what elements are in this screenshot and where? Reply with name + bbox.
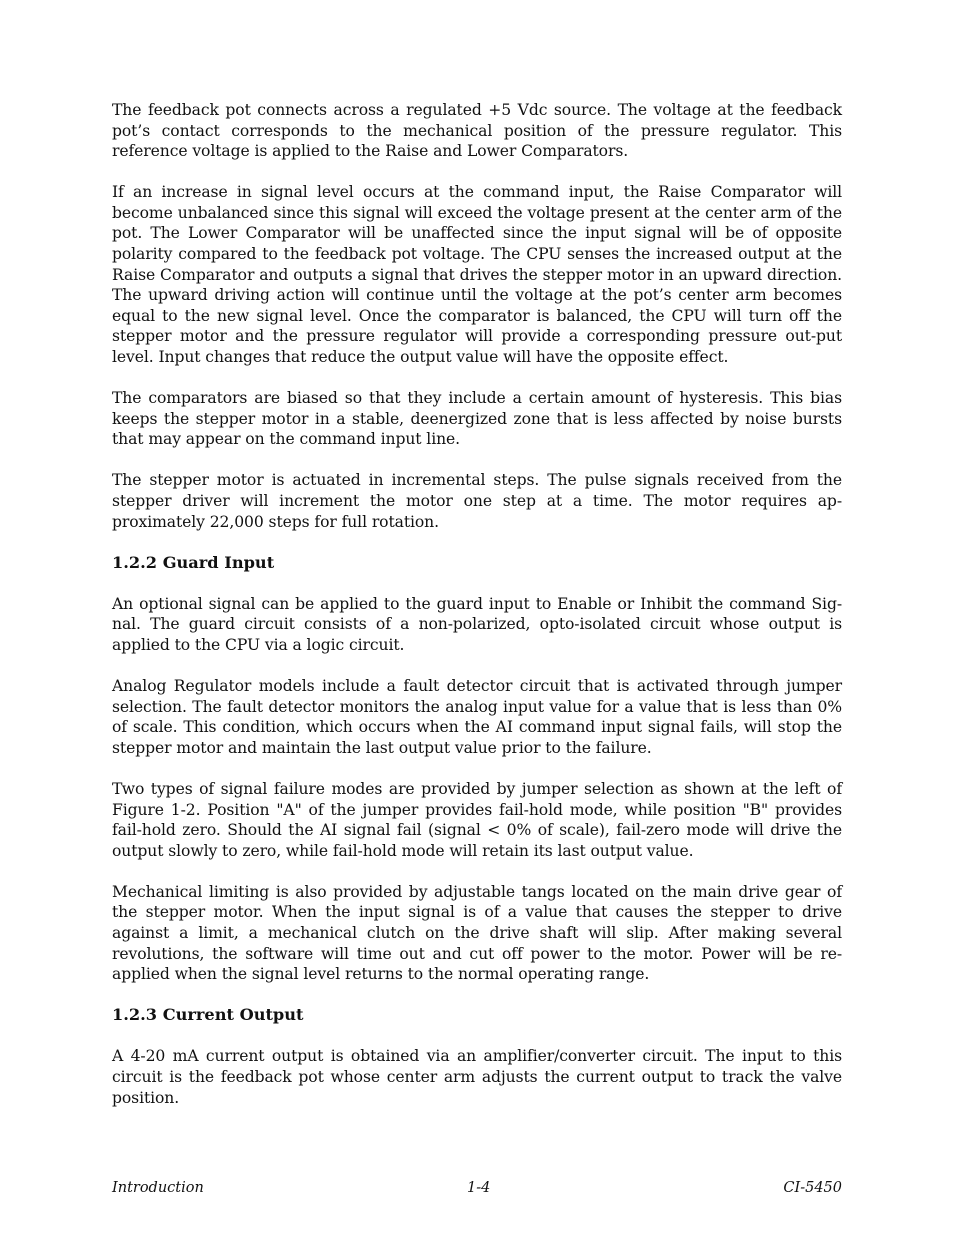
section-heading-current-output: 1.2.3 Current Output [112,1005,304,1025]
footer-page-number: 1-4 [467,1180,491,1196]
paragraph-feedback-pot: The feedback pot connects across a regulated +5 Vdc source. The voltage at the feedback pot’s contact corresponds to the mechanical position of the pressure regulator. This reference voltage is applied to the Raise and Lower Comparators. [112,101,842,161]
paragraph-fault-detector: Analog Regulator models include a fault detector circuit that is activated through jumper selection. The fault detector monitors the analog input value for a value that is less than 0% of scale. This condition, which occurs when the AI command input signal fails, will stop the stepper motor and maintain the last output value prior to the failure. [112,677,842,757]
paragraph-mechanical-limiting: Mechanical limiting is also provided by adjustable tangs located on the main drive gear of the stepper motor. When the input signal is of a value that causes the stepper to drive against a limit, a mechanical clutch on the drive shaft will slip. After making several revolutions, the software will time out and cut off power to the motor. Power will be re-applied when the signal level returns to the normal operating range. [112,882,842,984]
footer-document-id: CI-5450 [783,1180,842,1196]
page-body [112,100,842,1129]
paragraph-failure-modes: Two types of signal failure modes are provided by jumper selection as shown at the left of Figure 1-2. Position "A" of the jumper provides fail-hold mode, while position "B" provides fail-hold zero. Should the AI signal fail (signal < 0% of scale), fail-zero mode will drive the output slowly to zero, while fail-hold mode will retain its last output value. [112,779,842,860]
footer-section-name: Introduction [112,1180,204,1196]
paragraph-current-output: A 4-20 mA current output is obtained via an amplifier/converter circuit. The input to this circuit is the feedback pot whose center arm adjusts the current output to track the valve position. [112,1047,842,1107]
section-heading-guard-input: 1.2.2 Guard Input [112,552,275,572]
page-footer [112,1180,842,1200]
paragraph-stepper-motor: The stepper motor is actuated in incremental steps. The pulse signals received from the stepper driver will increment the motor one step at a time. The motor requires ap-proximately 22,000 steps for full rotation. [112,471,842,531]
paragraph-guard-input: An optional signal can be applied to the guard input to Enable or Inhibit the command Sig-nal. The guard circuit consists of a non-polarized, opto-isolated circuit whose output is applied to the CPU via a logic circuit. [112,594,842,654]
paragraph-hysteresis: The comparators are biased so that they include a certain amount of hysteresis. This bias keeps the stepper motor in a stable, deenergized zone that is less affected by noise bursts that may appear on the command input line. [112,389,842,449]
paragraph-raise-comparator: If an increase in signal level occurs at the command input, the Raise Comparator will become unbalanced since this signal will exceed the voltage present at the center arm of the pot. The Lower Comparator will be unaffected since the input signal will be of opposite polarity compared to the feedback pot voltage. The CPU senses the increased output at the Raise Comparator and outputs a signal that drives the stepper motor in an upward direction. The upward driving action will continue until the voltage at the pot’s center arm becomes equal to the new signal level. Once the comparator is balanced, the CPU will turn off the stepper motor and the pressure regulator will provide a corresponding pressure out-put level. Input changes that reduce the output value will have the opposite effect. [112,183,842,367]
